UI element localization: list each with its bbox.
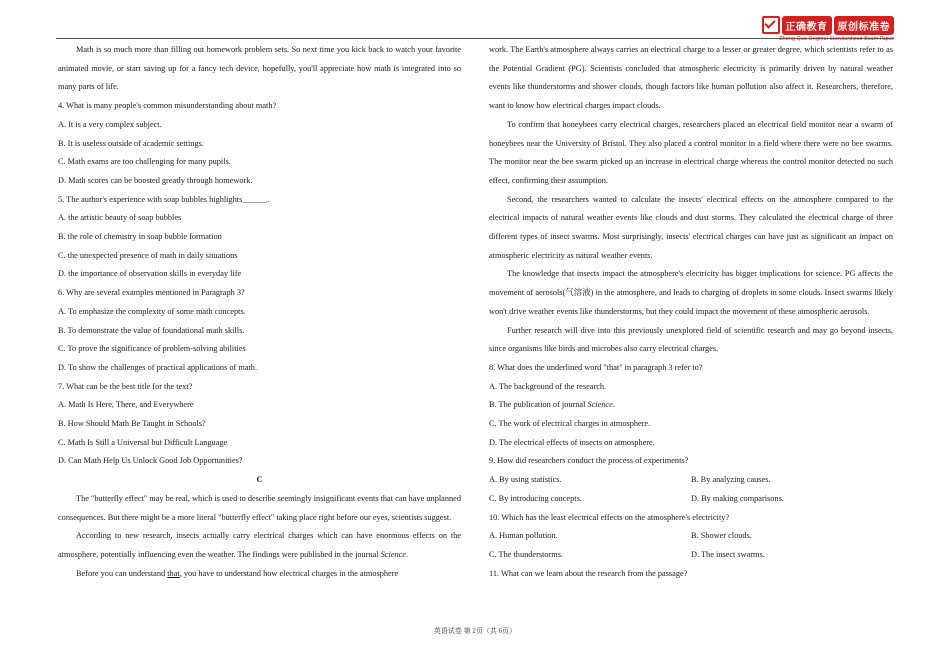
option: D. the importance of observation skills in everyday life [58, 269, 242, 279]
option: B. To demonstrate the value of foundational math skills. [58, 325, 245, 335]
option: B. the role of chemistry in soap bubble formation [58, 232, 222, 242]
option: A. To emphasize the complexity of some math concepts. [58, 306, 246, 316]
logo-right: 原创标准卷 [834, 16, 895, 35]
question-7: 7. What can be the best title for the text? [58, 381, 193, 391]
option-row: A. Human pollution. B. Shower clouds. [489, 531, 752, 541]
checkmark-icon [762, 16, 780, 34]
option: C. the unexpected presence of math in daily situations [58, 250, 238, 260]
option: B. How Should Math Be Taught in Schools? [58, 419, 206, 429]
option: D. The electrical effects of insects on atmosphere. [489, 437, 655, 447]
question-4: 4. What is many people's common misunderstanding about math? [58, 101, 277, 111]
paragraph: Math is so much more than filling out homework problem sets. So next time you kick back to watch your favorite animated movie, or start saving up for a fancy tech device, hopefully, you'll appreciate how math is integrated into so many parts of life. [58, 45, 461, 92]
logo-subtitle: Zheng Que Original Standardized Exam Paper [779, 36, 894, 42]
header-rule [56, 38, 894, 39]
option: D. Can Math Help Us Unlock Good Job Opportunities? [58, 456, 243, 466]
page-footer: 英语试卷 第 2页（共 6页） [433, 627, 517, 635]
option: C. To prove the significance of problem-solving abilities [58, 344, 246, 354]
question-10: 10. Which has the least electrical effects on the atmosphere's electricity? [489, 512, 730, 522]
paragraph: work. The Earth's atmosphere always carries an electrical charge to a lesser or greater degree, which scientists refer to as the Potential Gradient (PG). Scientists concluded that atmospheric electricity is primarily driven by natural weather events like thunderstorms and shower clouds, though factors like human pollution also affect it. Researchers, therefore, want to know how electrical charges impact clouds. [489, 45, 893, 111]
option: D. Math scores can be boosted greatly through homework. [58, 175, 253, 185]
option-row: C. By introducing concepts. D. By making comparisons. [489, 493, 784, 503]
question-6: 6. Why are several examples mentioned in Paragraph 3? [58, 288, 245, 298]
option: B. It is useless outside of academic settings. [58, 138, 204, 148]
paragraph: Second, the researchers wanted to calculate the insects' electrical effects on the atmosphere compared to the electrical impacts of natural weather events like clouds and dust storms. They calculated the electrical charge of three different types of insect swarms. Most surprisingly, insects' electrical charges can have just as significant an impact on atmospheric electricity as natural weather events. [489, 194, 893, 260]
option: C. Math Is Still a Universal but Difficult Language [58, 437, 228, 447]
paragraph: Further research will dive into this previously unexplored field of scientific research and may go beyond insects, since organisms like birds and microbes also carry electrical charges. [489, 325, 893, 354]
option-row: C. The thunderstorms. D. The insect swarms. [489, 549, 765, 559]
option: A. The background of the research. [489, 381, 607, 391]
logo-main: 正确教育 [782, 16, 832, 35]
option: C. Math exams are too challenging for many pupils. [58, 157, 231, 167]
paragraph: The "butterfly effect" may be real, which is used to describe seemingly insignificant events that can have unplanned consequences. But there might be a more literal "butterfly effect" taking place right before our eyes, scientists suggest. [58, 493, 461, 522]
question-5: 5. The author's experience with soap bubbles highlights______. [58, 194, 270, 204]
option: C. The work of electrical charges in atmosphere. [489, 419, 651, 429]
right-column [489, 41, 893, 583]
option: A. the artistic beauty of soap bubbles [58, 213, 182, 223]
option: D. To show the challenges of practical applications of math. [58, 362, 258, 372]
option: B. The publication of journal Science. [489, 400, 615, 410]
paragraph: Before you can understand that, you have to understand how electrical charges in the atmosphere [76, 568, 399, 578]
option: A. It is a very complex subject. [58, 119, 162, 129]
question-8: 8. What does the underlined word "that" in paragraph 3 refer to? [489, 362, 703, 372]
question-9: 9. How did researchers conduct the process of experiments? [489, 456, 689, 466]
question-11: 11. What can we learn about the research from the passage? [489, 568, 688, 578]
option: A. Math Is Here, There, and Everywhere [58, 400, 194, 410]
left-column [58, 41, 461, 583]
underlined-word: that [167, 568, 180, 578]
paragraph: The knowledge that insects impact the atmosphere's electricity has bigger implications for science. PG affects the movement of aerosols(气溶液) in the atmosphere, and leads to charging of droplets in some clouds. Insect swarms likely won't drive weather events like thunderstorms, but they could impact the movement of these atmospheric aerosols. [489, 269, 893, 316]
paragraph: To confirm that honeybees carry electrical charges, researchers placed an electrical field monitor near a swarm of honeybees near the University of Bristol. They also placed a control monitor in a field where there were no bee swarms. The monitor near the bee swarm picked up an increase in electrical charge whereas the control monitor detected no such effect, confirming their assumption. [489, 119, 893, 185]
publisher-logo [762, 14, 895, 42]
option-row: A. By using statistics. B. By analyzing causes. [489, 475, 771, 485]
section-heading: C [256, 475, 263, 485]
paragraph: According to new research, insects actually carry electrical charges which can have enormous effects on the atmosphere, potentially influencing even the weather. The findings were published in the journal Science. [58, 531, 461, 559]
